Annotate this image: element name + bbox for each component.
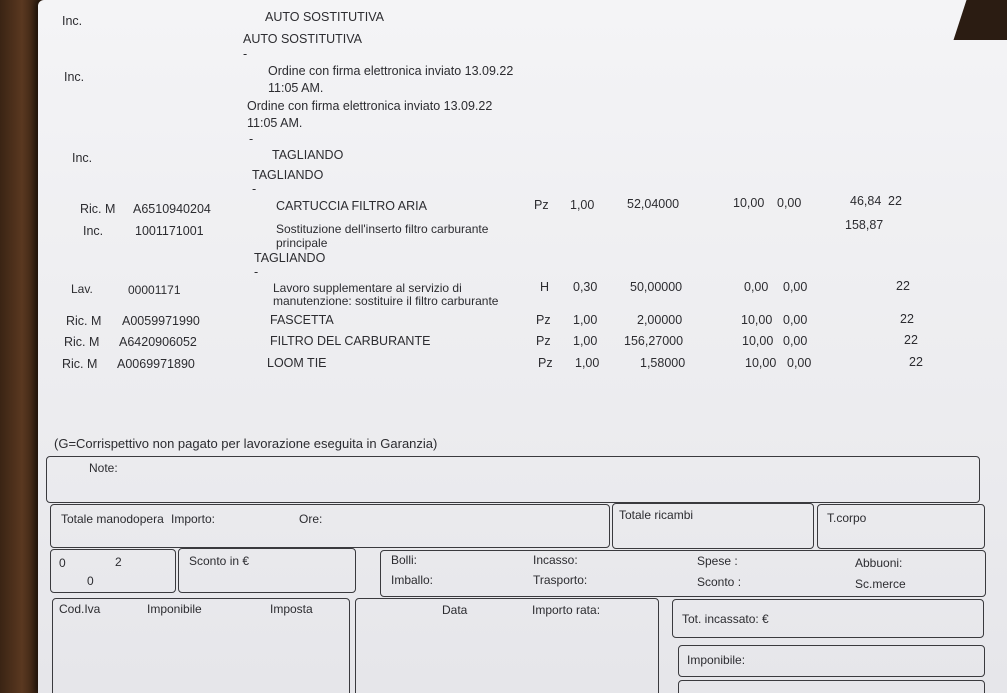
item-desc: principale [276, 236, 328, 250]
imballo-label: Imballo: [391, 573, 434, 587]
item-disc: 0,00 [744, 280, 769, 294]
item-code: A0069971890 [117, 357, 195, 371]
item-code: A6510940204 [133, 202, 211, 216]
value-0b: 0 [87, 574, 94, 588]
item-desc: FILTRO DEL CARBURANTE [270, 334, 431, 348]
item-qty: 1,00 [575, 356, 600, 370]
incassato-box [672, 599, 984, 638]
iva-amount-box [678, 680, 985, 693]
sconto-box [178, 548, 356, 593]
item-um: Pz [538, 356, 553, 370]
item-desc: FASCETTA [270, 313, 334, 327]
item-desc: LOOM TIE [267, 356, 327, 370]
value-2: 2 [115, 555, 122, 569]
item-type: Inc. [83, 224, 104, 238]
data-label: Data [442, 603, 468, 617]
item-disc2: 0,00 [783, 334, 808, 348]
item-disc: 10,00 [745, 356, 777, 370]
note-box [46, 456, 980, 503]
item-type: Ric. M [64, 335, 100, 349]
item-desc: Lavoro supplementare al servizio di [273, 281, 462, 295]
incasso-label: Incasso: [533, 553, 578, 567]
item-type: Ric. M [80, 202, 116, 216]
item-desc: CARTUCCIA FILTRO ARIA [276, 199, 427, 213]
item-um: Pz [534, 198, 549, 212]
item-disc2: 0,00 [777, 196, 802, 210]
item-um: H [540, 280, 550, 294]
item-iva: 22 [900, 312, 914, 326]
item-price: 156,27000 [624, 334, 684, 348]
imponibile-label: Imponibile [147, 602, 202, 616]
item-disc2: 0,00 [787, 356, 812, 370]
row-desc: Ordine con firma elettronica inviato 13.09.22 [268, 64, 514, 78]
imponibile-box [678, 645, 985, 677]
item-code: A0059971990 [122, 314, 200, 328]
item-total: 158,87 [845, 218, 884, 232]
dash: - [249, 132, 254, 146]
spese-label: Spese : [697, 554, 738, 568]
ore-label: Ore: [299, 512, 323, 526]
dash: - [254, 265, 259, 279]
importo-rata-label: Importo rata: [532, 603, 601, 617]
imponibile2-label: Imponibile: [687, 653, 746, 667]
item-code: 1001171001 [135, 224, 204, 238]
invoice-paper [38, 0, 1007, 693]
scmerce-label: Sc.merce [855, 577, 906, 591]
item-price: 52,04000 [627, 197, 680, 211]
item-price: 2,00000 [637, 313, 683, 327]
dash: - [252, 182, 257, 196]
item-disc: 10,00 [742, 334, 774, 348]
item-disc: 10,00 [741, 313, 773, 327]
sconto2-label: Sconto : [697, 575, 742, 589]
codiva-label: Cod.Iva [59, 602, 101, 616]
row-desc: AUTO SOSTITUTIVA [265, 10, 384, 24]
totals-box [380, 550, 986, 597]
tot-manodopera-label: Totale manodopera [61, 512, 164, 526]
item-price: 50,00000 [630, 280, 683, 294]
row-desc: TAGLIANDO [272, 148, 344, 162]
item-desc: Sostituzione dell'inserto filtro carburante [276, 222, 489, 236]
item-type: Ric. M [66, 314, 102, 328]
value-0: 0 [59, 556, 66, 570]
row-code: Inc. [62, 14, 83, 28]
item-code: 00001171 [128, 283, 181, 297]
note-label: Note: [89, 461, 118, 475]
item-disc2: 0,00 [783, 313, 808, 327]
item-iva: 22 [904, 333, 918, 347]
row-code: Inc. [64, 70, 85, 84]
item-iva: 22 [909, 355, 923, 369]
row-desc: 11:05 AM. [268, 81, 324, 95]
imposta-label: Imposta [270, 602, 313, 616]
row-code: Inc. [72, 151, 93, 165]
item-type: Lav. [71, 282, 93, 296]
ricambi-box [612, 503, 814, 549]
trasporto-label: Trasporto: [533, 573, 588, 587]
item-qty: 0,30 [573, 280, 598, 294]
item-type: Ric. M [62, 357, 98, 371]
importo-label: Importo: [171, 512, 216, 526]
counter-box [50, 549, 176, 593]
row-desc: AUTO SOSTITUTIVA [243, 32, 362, 46]
row-desc: Ordine con firma elettronica inviato 13.09.22 [247, 99, 493, 113]
row-desc: 11:05 AM. [247, 116, 303, 130]
abbuoni-label: Abbuoni: [855, 556, 903, 570]
item-qty: 1,00 [573, 313, 598, 327]
tcorpo-label: T.corpo [827, 511, 867, 525]
item-um: Pz [536, 334, 551, 348]
item-price: 1,58000 [640, 356, 686, 370]
tot-ricambi-label: Totale ricambi [619, 508, 694, 522]
tot-incassato-label: Tot. incassato: € [682, 612, 769, 626]
item-iva: 22 [888, 194, 902, 208]
item-qty: 1,00 [570, 198, 595, 212]
item-um: Pz [536, 313, 551, 327]
sconto-label: Sconto in € [189, 554, 250, 568]
manodopera-box [50, 504, 610, 548]
item-code: A6420906052 [119, 335, 197, 349]
row-desc: TAGLIANDO [252, 168, 324, 182]
item-total: 46,84 [850, 194, 882, 208]
tcorpo-box [817, 504, 985, 549]
iva-box [52, 598, 350, 693]
item-disc2: 0,00 [783, 280, 808, 294]
bolli-label: Bolli: [391, 553, 418, 567]
item-desc: manutenzione: sostituire il filtro carburante [273, 294, 499, 308]
item-desc: TAGLIANDO [254, 251, 326, 265]
rate-box [355, 598, 659, 693]
dash: - [243, 47, 248, 61]
warranty-note: (G=Corrispettivo non pagato per lavorazione eseguita in Garanzia) [54, 436, 438, 451]
item-disc: 10,00 [733, 196, 765, 210]
item-qty: 1,00 [573, 334, 598, 348]
item-iva: 22 [896, 279, 910, 293]
